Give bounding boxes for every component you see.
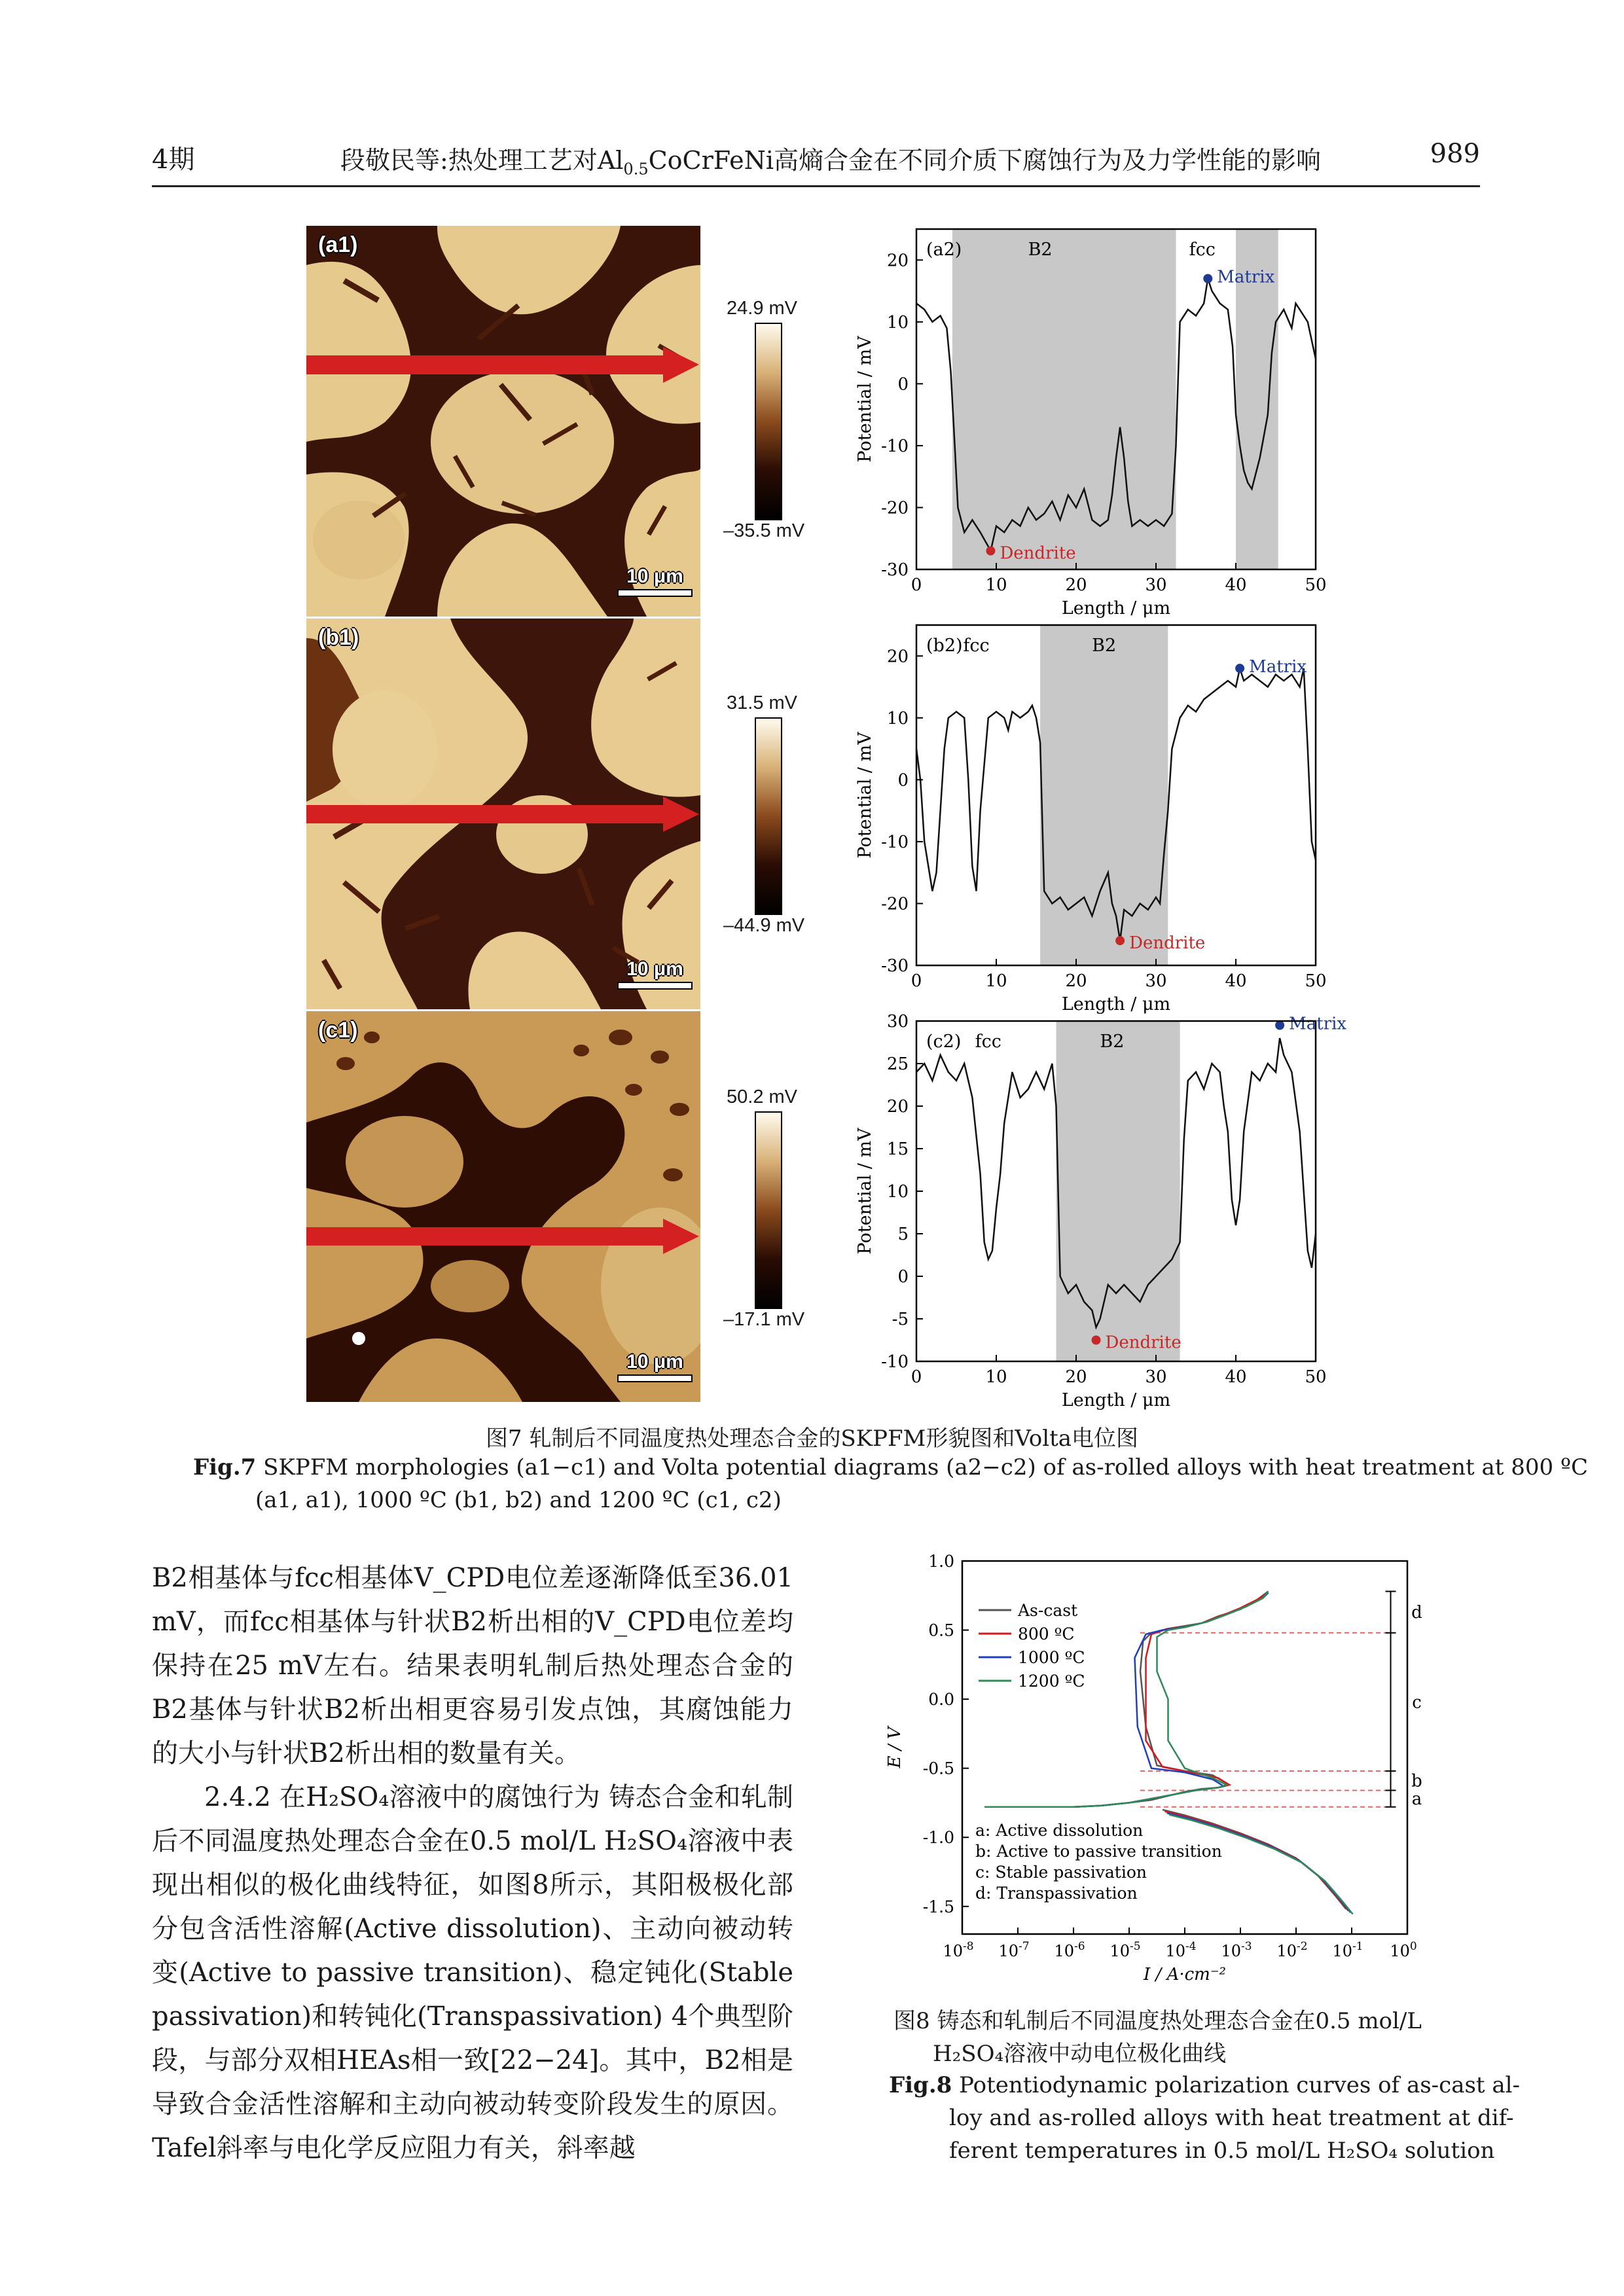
x-axis-label: Length / μm <box>1061 994 1171 1014</box>
x-tick-label: $10^{-5}$ <box>1110 1940 1141 1960</box>
panel-label-c1: (c1) <box>318 1018 358 1043</box>
matrix-marker <box>1235 664 1244 673</box>
x-tick-label: 40 <box>1225 575 1247 595</box>
region-label-B2: B2 <box>1028 240 1053 260</box>
y-axis-label: Potential / mV <box>855 336 875 463</box>
chart-panel-label: (c2) <box>926 1031 962 1052</box>
y-tick-label: 15 <box>886 1139 909 1159</box>
x-tick-label: $10^{-6}$ <box>1054 1940 1085 1960</box>
y-tick-label: 20 <box>886 647 909 667</box>
y-tick-label: 25 <box>886 1054 909 1074</box>
anodic-curve-3 <box>984 1591 1269 1806</box>
legend-entry-3: 1200 ºC <box>1018 1672 1085 1691</box>
scale-bar-text-c1: 10 μm <box>626 1351 683 1372</box>
x-tick-exponent: -6 <box>1074 1940 1085 1953</box>
y-tick-label: -30 <box>881 956 909 976</box>
volta-potential-chart-c2 <box>851 1008 1347 1410</box>
stage-legend-0: a: Active dissolution <box>975 1821 1144 1840</box>
region-label-fcc: fcc <box>963 636 990 656</box>
b2-region-0 <box>952 229 1176 569</box>
colorbar-min-a1: –35.5 mV <box>723 520 805 541</box>
running-title-prefix: 段敬民等:热处理工艺对 <box>340 146 598 175</box>
alloy-name-rest: CoCrFeNi <box>648 146 774 175</box>
skpfm-map-b1-image <box>306 619 700 1009</box>
x-tick-label: 30 <box>1145 1367 1167 1387</box>
dendrite-marker-label: Dendrite <box>1000 543 1076 564</box>
polarization-curves-chart <box>877 1548 1466 1993</box>
x-tick-exponent: -4 <box>1185 1940 1197 1953</box>
x-tick-exponent: 0 <box>1409 1940 1417 1953</box>
anodic-curve-0 <box>984 1591 1269 1806</box>
stage-label-b: b <box>1411 1771 1422 1791</box>
y-tick-label: 10 <box>886 1182 909 1202</box>
y-axis-label: Potential / mV <box>855 732 875 859</box>
matrix-marker <box>1275 1021 1284 1030</box>
page-number: 989 <box>1430 139 1480 169</box>
chart-panel-label: (a2) <box>926 240 962 260</box>
scale-bar-text-b1: 10 μm <box>626 958 683 980</box>
stage-legend-3: d: Transpassivation <box>975 1884 1138 1903</box>
stage-label-a: a <box>1411 1789 1422 1810</box>
y-tick-label: -10 <box>881 1352 909 1372</box>
scale-bar-line-c1 <box>617 1374 693 1382</box>
y-tick-label: 0 <box>897 374 909 395</box>
region-label-fcc: fcc <box>1189 240 1216 260</box>
x-tick-label: $10^{-2}$ <box>1276 1940 1308 1960</box>
y-tick-label: -0.5 <box>922 1759 954 1778</box>
colorbar-max-b1: 31.5 mV <box>727 692 797 713</box>
x-tick-label: 50 <box>1305 971 1327 991</box>
x-tick-exponent: -5 <box>1129 1940 1141 1953</box>
y-tick-label: 10 <box>886 312 909 332</box>
region-label-B2: B2 <box>1092 636 1117 656</box>
y-tick-label: -5 <box>892 1310 909 1329</box>
b2-region-1 <box>1056 1021 1180 1361</box>
x-tick-label: 10 <box>985 575 1007 595</box>
y-tick-label: 10 <box>886 708 909 728</box>
y-axis-label: Potential / mV <box>855 1128 875 1255</box>
b2-region-1 <box>1040 625 1168 965</box>
x-tick-exponent: -8 <box>962 1940 974 1953</box>
y-tick-label: -10 <box>881 832 909 852</box>
fig8-caption-cn-line1: 图8 铸态和轧制后不同温度热处理态合金在0.5 mol/L <box>893 2008 1422 2034</box>
skpfm-map-c1-image <box>306 1011 700 1402</box>
fig7-caption-en-line1: SKPFM morphologies (a1−c1) and Volta potential diagrams (a2−c2) of as-rolled alloys with heat treatment at 800 ºC <box>263 1454 1588 1480</box>
dendrite-marker <box>986 547 995 556</box>
fig7-caption-cn: 图7 轧制后不同温度热处理态合金的SKPFM形貌图和Volta电位图 <box>485 1426 1139 1452</box>
panel-label-a1: (a1) <box>318 232 358 257</box>
y-tick-label: 5 <box>897 1225 909 1244</box>
paragraph-2: 2.4.2 在H₂SO₄溶液中的腐蚀行为 铸态合金和轧制后不同温度热处理态合金在0.5 mol/L H₂SO₄溶液中表现出相似的极化曲线特征，如图8所示，其阳极极化部分包含活性溶解(Active dissolution)、主动向被动转变(Active to passive transition)、稳定钝化(Stable passivation)和转钝化(Transpassivation) 4个典型阶段，与部分双相HEAs相一致[22−24]。其中，B2相是导致合金活性溶解和主动向被动转变阶段发生的原因。Tafel斜率与电化学反应阻力有关，斜率越 <box>152 1782 793 2163</box>
fig8-caption-en <box>889 2072 1520 2098</box>
skpfm-map-b1 <box>306 619 700 1009</box>
x-tick-label: $10^{-3}$ <box>1221 1940 1252 1960</box>
stage-legend-1: b: Active to passive transition <box>975 1842 1222 1861</box>
dendrite-marker <box>1092 1336 1101 1345</box>
fig8-caption-en-line2: loy and as-rolled alloys with heat treatment at dif- <box>949 2105 1514 2131</box>
region-label-fcc: fcc <box>975 1031 1001 1052</box>
y-tick-label: -1.0 <box>922 1828 954 1848</box>
journal-issue: 4期 <box>152 145 195 175</box>
matrix-marker-label: Matrix <box>1217 267 1275 287</box>
legend-entry-0: As-cast <box>1018 1601 1078 1620</box>
colorbar-a1 <box>755 323 782 520</box>
fig8-caption-cn-line2: H₂SO₄溶液中动电位极化曲线 <box>933 2041 1227 2067</box>
cathodic-branch-1 <box>1164 1812 1348 1911</box>
fig7-caption-en-line2: (a1, a1), 1000 ºC (b1, b2) and 1200 ºC (c1, c2) <box>255 1487 782 1513</box>
alloy-name: Al <box>597 146 624 175</box>
matrix-marker-label: Matrix <box>1249 657 1307 677</box>
x-axis-label: I / A·cm⁻² <box>1144 1965 1226 1984</box>
x-tick-exponent: -1 <box>1352 1940 1363 1953</box>
x-tick-label: 30 <box>1145 971 1167 991</box>
dendrite-marker-label: Dendrite <box>1129 933 1206 954</box>
y-tick-label: 1.0 <box>928 1552 954 1571</box>
volta-potential-chart-b2 <box>851 612 1335 1014</box>
y-axis-label: E / V <box>885 1727 905 1768</box>
header-rule <box>152 185 1480 187</box>
scale-bar-a1 <box>617 565 693 597</box>
y-tick-label: 20 <box>886 251 909 271</box>
y-tick-label: -10 <box>881 436 909 456</box>
fig7-caption-en <box>193 1454 1588 1480</box>
colorbar-max-a1: 24.9 mV <box>727 298 797 319</box>
x-tick-label: 20 <box>1065 971 1087 991</box>
y-tick-label: -1.5 <box>922 1897 954 1916</box>
stage-label-d: d <box>1411 1603 1422 1623</box>
scale-bar-line-a1 <box>617 589 693 597</box>
dendrite-marker-label: Dendrite <box>1105 1333 1182 1353</box>
fig8-caption-en-line1: Potentiodynamic polarization curves of as-cast al- <box>959 2072 1521 2098</box>
x-tick-label: 0 <box>911 971 922 991</box>
x-tick-exponent: -7 <box>1018 1940 1030 1953</box>
region-label-B2: B2 <box>1100 1031 1125 1052</box>
running-title <box>340 140 1321 179</box>
scale-bar-c1 <box>617 1351 693 1382</box>
x-tick-label: $10^{-8}$ <box>943 1940 974 1960</box>
cathodic-branch-3 <box>1169 1815 1353 1914</box>
x-tick-label: 20 <box>1065 575 1087 595</box>
matrix-marker-label: Matrix <box>1289 1014 1347 1034</box>
x-tick-exponent: -2 <box>1296 1940 1308 1953</box>
y-tick-label: 30 <box>886 1012 909 1031</box>
fig8-caption-label: Fig.8 <box>889 2072 952 2098</box>
y-tick-label: 20 <box>886 1097 909 1117</box>
y-tick-label: 0 <box>897 770 909 791</box>
x-tick-label: 30 <box>1145 575 1167 595</box>
skpfm-map-a1 <box>306 226 700 617</box>
y-tick-label: -30 <box>881 560 909 580</box>
y-tick-label: -20 <box>881 498 909 518</box>
skpfm-map-a1-image <box>306 226 700 617</box>
fig8-caption-en-line3: ferent temperatures in 0.5 mol/L H₂SO₄ solution <box>949 2138 1495 2164</box>
x-axis-label: Length / μm <box>1061 598 1171 619</box>
x-tick-label: 10 <box>985 1367 1007 1387</box>
skpfm-map-c1 <box>306 1011 700 1402</box>
colorbar-max-c1: 50.2 mV <box>727 1086 797 1107</box>
running-title-suffix: 高熵合金在不同介质下腐蚀行为及力学性能的影响 <box>773 146 1321 175</box>
x-tick-exponent: -3 <box>1240 1940 1252 1953</box>
legend-entry-2: 1000 ºC <box>1018 1648 1085 1667</box>
colorbar-min-c1: –17.1 mV <box>723 1309 805 1330</box>
x-tick-label: 40 <box>1225 971 1247 991</box>
fig7-caption-label: Fig.7 <box>193 1454 257 1480</box>
x-tick-label: 0 <box>911 1367 922 1387</box>
scale-bar-b1 <box>617 958 693 990</box>
x-tick-label: $10^{-7}$ <box>998 1940 1030 1960</box>
x-tick-label: 50 <box>1305 1367 1327 1387</box>
y-tick-label: 0.5 <box>928 1621 954 1640</box>
x-tick-label: 40 <box>1225 1367 1247 1387</box>
x-tick-label: 10 <box>985 971 1007 991</box>
y-tick-label: 0 <box>897 1267 909 1287</box>
alloy-subscript: 0.5 <box>623 160 649 179</box>
scale-bar-line-b1 <box>617 982 693 990</box>
x-tick-label: 0 <box>911 575 922 595</box>
x-tick-label: 20 <box>1065 1367 1087 1387</box>
volta-potential-chart-a2 <box>851 216 1335 619</box>
panel-label-b1: (b1) <box>318 625 359 650</box>
dendrite-marker <box>1115 936 1125 945</box>
matrix-marker <box>1203 274 1212 283</box>
body-text <box>152 1556 793 2170</box>
colorbar-c1 <box>755 1111 782 1309</box>
colorbar-min-b1: –44.9 mV <box>723 915 805 936</box>
x-tick-label: $10^{-4}$ <box>1165 1940 1197 1960</box>
legend-entry-1: 800 ºC <box>1018 1624 1075 1643</box>
paragraph-1: B2相基体与fcc相基体V_CPD电位差逐渐降低至36.01 mV，而fcc相基体与针状B2析出相的V_CPD电位差均保持在25 mV左右。结果表明轧制后热处理态合金的B2基体与针状B2析出相更容易引发点蚀，其腐蚀能力的大小与针状B2析出相的数量有关。 <box>152 1563 793 1768</box>
colorbar-b1 <box>755 717 782 915</box>
cathodic-branch-2 <box>1167 1813 1351 1912</box>
x-tick-label: 50 <box>1305 575 1327 595</box>
y-tick-label: 0.0 <box>928 1690 954 1710</box>
y-tick-label: -20 <box>881 894 909 914</box>
x-tick-label: $10^0$ <box>1390 1940 1417 1960</box>
x-tick-label: $10^{-1}$ <box>1332 1940 1363 1960</box>
stage-legend-2: c: Stable passivation <box>975 1863 1147 1882</box>
scale-bar-text-a1: 10 μm <box>626 565 683 587</box>
x-axis-label: Length / μm <box>1061 1390 1171 1410</box>
chart-panel-label: (b2) <box>926 636 963 656</box>
stage-label-c: c <box>1412 1693 1422 1713</box>
